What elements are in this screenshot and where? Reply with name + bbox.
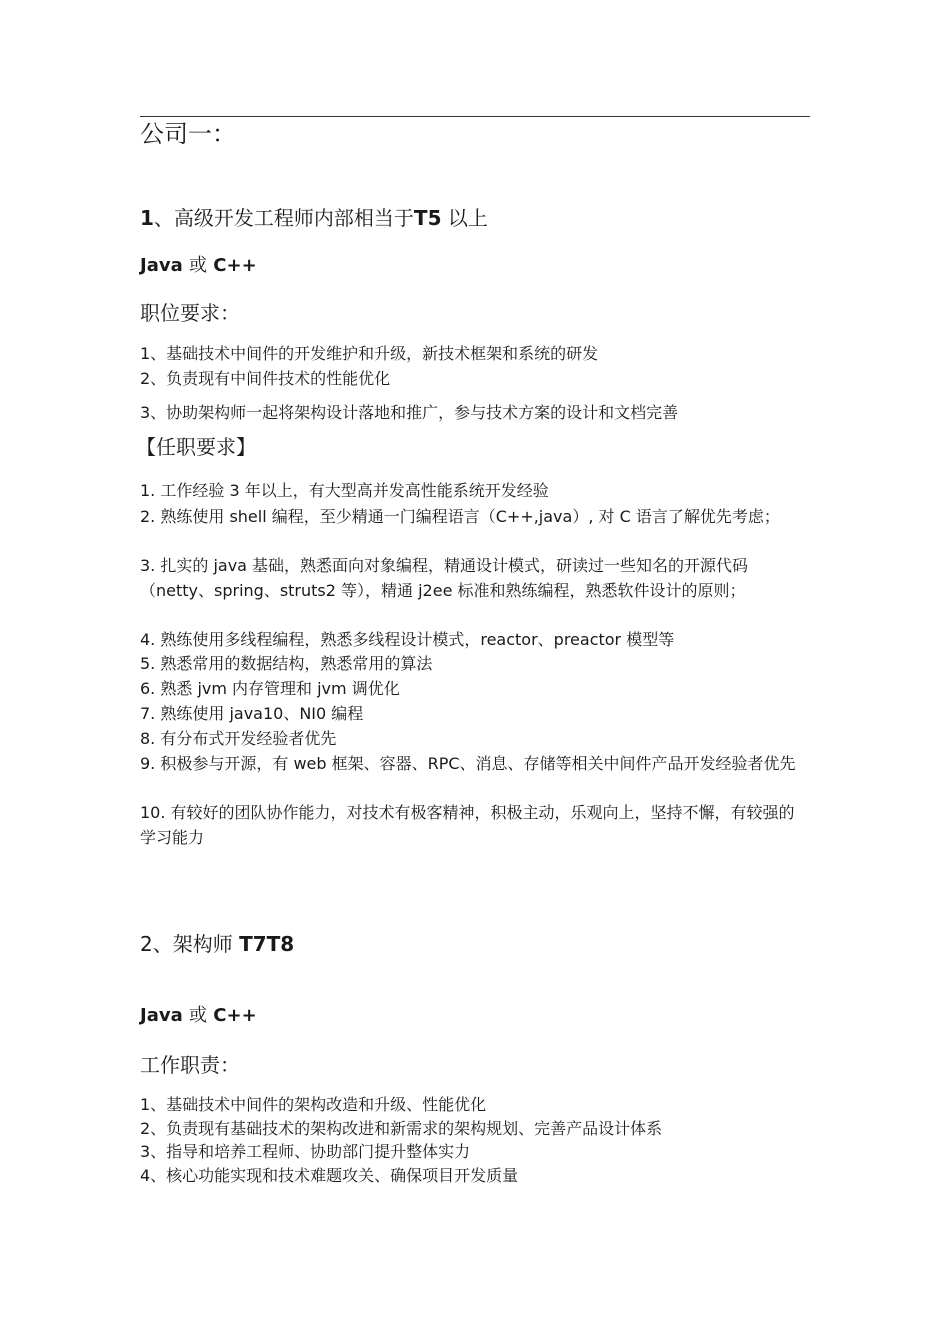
job1-duty-item: 3、协助架构师一起将架构设计落地和推广，参与技术方案的设计和文档完善 bbox=[140, 403, 679, 422]
job1-title-suffix: 以上 bbox=[447, 206, 488, 230]
requirement-item: 2. 熟练使用 shell 编程，至少精通一门编程语言（C++,java）, 对 C 语言了解优先考虑； bbox=[140, 507, 780, 526]
top-divider bbox=[140, 116, 810, 117]
requirement-item: 10. 有较好的团队协作能力，对技术有极客精神，积极主动，乐观向上，坚持不懈，有较强的学习能力 bbox=[140, 803, 795, 847]
job1-section-title: 职位要求： bbox=[140, 301, 240, 325]
job1-requirements-heading: 【任职要求】 bbox=[136, 435, 256, 459]
job2-duty-item: 2、负责现有基础技术的架构改进和新需求的架构规划、完善产品设计体系 bbox=[140, 1119, 663, 1138]
requirement-item: 5. 熟悉常用的数据结构，熟悉常用的算法 bbox=[140, 654, 433, 673]
job1-title-text: 、高级开发工程师内部相当于 bbox=[153, 206, 414, 230]
requirement-item: 6. 熟悉 jvm 内存管理和 jvm 调优化 bbox=[140, 679, 400, 698]
job2-lang-or: 或 bbox=[189, 1005, 208, 1026]
requirement-item: 4. 熟练使用多线程编程，熟悉多线程设计模式，reactor、preactor 模型等 bbox=[140, 630, 675, 649]
job1-title bbox=[140, 204, 488, 232]
job2-level: T7T8 bbox=[239, 932, 295, 956]
job1-lang-cpp: C++ bbox=[213, 255, 257, 276]
job2-lang-java: Java bbox=[140, 1005, 183, 1026]
requirement-item: 1. 工作经验 3 年以上，有大型高并发高性能系统开发经验 bbox=[140, 481, 549, 500]
requirement-item: 9. 积极参与开源，有 web 框架、容器、RPC、消息、存储等相关中间件产品开发经验者优先 bbox=[140, 754, 796, 773]
job1-level: T5 bbox=[413, 206, 442, 230]
job1-duty-item: 2、负责现有中间件技术的性能优化 bbox=[140, 369, 391, 388]
job1-duty-item: 1、基础技术中间件的开发维护和升级，新技术框架和系统的研发 bbox=[140, 344, 599, 363]
job1-languages bbox=[140, 253, 257, 279]
job2-languages bbox=[140, 1003, 257, 1029]
job2-title-text: 2、架构师 bbox=[140, 932, 233, 956]
job1-lang-or: 或 bbox=[189, 255, 208, 276]
requirement-item: 3. 扎实的 java 基础，熟悉面向对象编程，精通设计模式，研读过一些知名的开源代码（netty、spring、struts2 等），精通 j2ee 标准和熟练编程，熟悉软件设计的原则； bbox=[140, 556, 749, 600]
job2-duty-item: 3、指导和培养工程师、协助部门提升整体实力 bbox=[140, 1142, 471, 1161]
job2-lang-cpp: C++ bbox=[213, 1005, 257, 1026]
job1-number: 1 bbox=[140, 206, 154, 230]
job2-duty-item: 4、核心功能实现和技术难题攻关、确保项目开发质量 bbox=[140, 1166, 519, 1185]
requirement-item: 7. 熟练使用 java10、NI0 编程 bbox=[140, 704, 364, 723]
company-heading: 公司一： bbox=[140, 120, 236, 148]
job2-duty-item: 1、基础技术中间件的架构改造和升级、性能优化 bbox=[140, 1095, 487, 1114]
requirement-item: 8. 有分布式开发经验者优先 bbox=[140, 729, 337, 748]
job2-section-title: 工作职责： bbox=[140, 1053, 240, 1077]
job1-lang-java: Java bbox=[140, 255, 183, 276]
job2-title bbox=[140, 930, 294, 958]
